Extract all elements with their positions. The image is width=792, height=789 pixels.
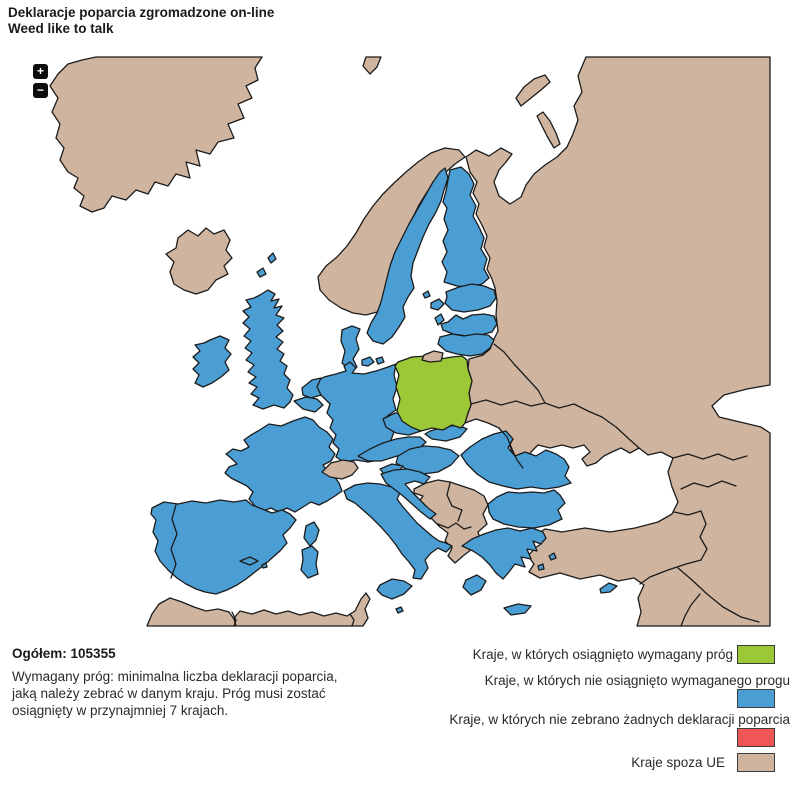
country-france[interactable] xyxy=(225,417,342,512)
country-poland[interactable] xyxy=(395,356,472,431)
island-aland xyxy=(423,291,430,298)
zoom-in-button[interactable]: + xyxy=(33,64,48,79)
country-malta xyxy=(396,607,403,613)
region-algeria-tunisia xyxy=(234,593,370,626)
region-kaliningrad xyxy=(422,351,443,362)
island-sardinia xyxy=(301,546,318,578)
legend-label-reached: Kraje, w których osiągnięto wymagany próg xyxy=(472,647,733,662)
legend-swatch-none-collected xyxy=(737,728,775,747)
legend-label-none-collected: Kraje, w których nie zebrano żadnych deklaracji poparcia xyxy=(449,712,790,727)
title-line1: Deklaracje poparcia zgromadzone on-line xyxy=(8,5,275,20)
country-greenland xyxy=(50,57,262,212)
island-shetland xyxy=(268,253,276,263)
country-estonia[interactable] xyxy=(445,284,496,312)
europe-map-svg xyxy=(0,55,792,630)
island-funen xyxy=(376,357,384,364)
legend-swatch-non-eu xyxy=(737,753,775,772)
title-line2: Weed like to talk xyxy=(8,21,114,36)
legend-label-non-eu: Kraje spoza UE xyxy=(631,755,725,770)
island-zealand xyxy=(362,357,374,366)
page-title xyxy=(8,5,274,37)
country-latvia[interactable] xyxy=(441,314,497,336)
total-value: 105355 xyxy=(70,646,116,661)
legend-swatch-reached xyxy=(737,645,775,664)
europe-map[interactable] xyxy=(0,55,792,630)
total-label: Ogółem: xyxy=(12,646,67,661)
country-morocco xyxy=(147,598,236,626)
country-united-kingdom[interactable] xyxy=(243,290,293,409)
island-novaya-zemlya-north xyxy=(516,75,550,106)
country-ireland[interactable] xyxy=(193,336,231,387)
legend-swatch-not-reached xyxy=(737,689,775,708)
threshold-description: Wymagany próg: minimalna liczba deklaracji poparcia, jaką należy zebrać w danym kraju. Próg musi zostać osiągnięty w przynajmniej 7 krajach. xyxy=(12,669,338,718)
island-sicily xyxy=(377,579,412,599)
map-zoom-controls xyxy=(33,64,48,102)
country-iceland xyxy=(166,228,232,294)
island-orkney xyxy=(257,268,266,277)
legend-label-not-reached: Kraje, w których nie osiągnięto wymaganego progu xyxy=(484,673,790,688)
country-netherlands[interactable] xyxy=(302,378,321,398)
island-corsica xyxy=(304,522,319,546)
zoom-out-button[interactable]: − xyxy=(33,83,48,98)
island-saaremaa xyxy=(431,299,444,310)
country-bulgaria[interactable] xyxy=(488,490,565,528)
island-svalbard xyxy=(363,57,381,74)
island-crete xyxy=(504,604,531,615)
country-cyprus[interactable] xyxy=(600,583,617,593)
total-declarations xyxy=(12,646,116,661)
country-belgium[interactable] xyxy=(294,397,323,412)
region-peloponnese xyxy=(463,575,486,595)
island-novaya-zemlya-south xyxy=(537,112,560,148)
